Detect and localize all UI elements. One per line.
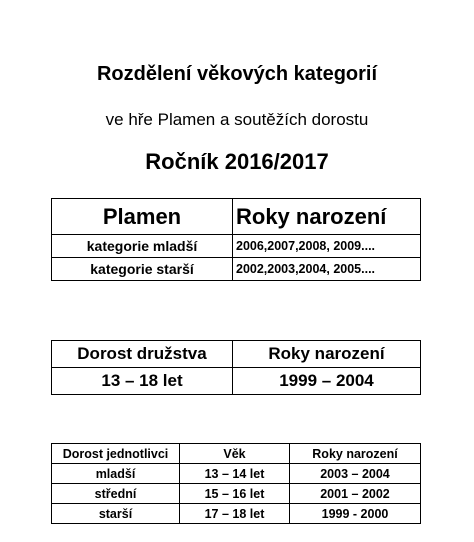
category-cell: mladší: [52, 464, 180, 484]
header-cell-category: Plamen: [52, 199, 233, 235]
birth-years-cell: 1999 – 2004: [233, 368, 421, 395]
age-cell: 15 – 16 let: [180, 484, 290, 504]
header-cell-birth-years: Roky narození: [233, 199, 421, 235]
birth-years-cell: 2002,2003,2004, 2005....: [233, 258, 421, 281]
age-cell: 13 – 18 let: [52, 368, 233, 395]
dorost-jednotlivci-table: [51, 443, 421, 524]
birth-years-cell: 1999 - 2000: [290, 504, 421, 524]
category-cell: střední: [52, 484, 180, 504]
document-subtitle: ve hře Plamen a soutěžích dorostu: [105, 110, 369, 129]
dorost-druzstva-table: [51, 340, 421, 395]
birth-years-cell: 2001 – 2002: [290, 484, 421, 504]
table-row: [52, 504, 421, 524]
age-cell: 13 – 14 let: [180, 464, 290, 484]
birth-years-cell: 2006,2007,2008, 2009....: [233, 235, 421, 258]
category-cell: kategorie starší: [52, 258, 233, 281]
table-row: [52, 235, 421, 258]
table-row: [52, 258, 421, 281]
header-cell-age: Věk: [180, 444, 290, 464]
table-header-row: [52, 341, 421, 368]
category-cell: kategorie mladší: [52, 235, 233, 258]
table-header-row: [52, 444, 421, 464]
birth-years-cell: 2003 – 2004: [290, 464, 421, 484]
header-cell-birth-years: Roky narození: [290, 444, 421, 464]
table-row: [52, 484, 421, 504]
plamen-table: [51, 198, 421, 281]
header-cell-category: Dorost jednotlivci: [52, 444, 180, 464]
table-row: [52, 464, 421, 484]
table-row: [52, 368, 421, 395]
header-cell-category: Dorost družstva: [52, 341, 233, 368]
header-cell-birth-years: Roky narození: [233, 341, 421, 368]
document-title: Rozdělení věkových kategorií: [96, 63, 378, 85]
age-cell: 17 – 18 let: [180, 504, 290, 524]
table-header-row: [52, 199, 421, 235]
category-cell: starší: [52, 504, 180, 524]
season-year: Ročník 2016/2017: [145, 149, 329, 174]
